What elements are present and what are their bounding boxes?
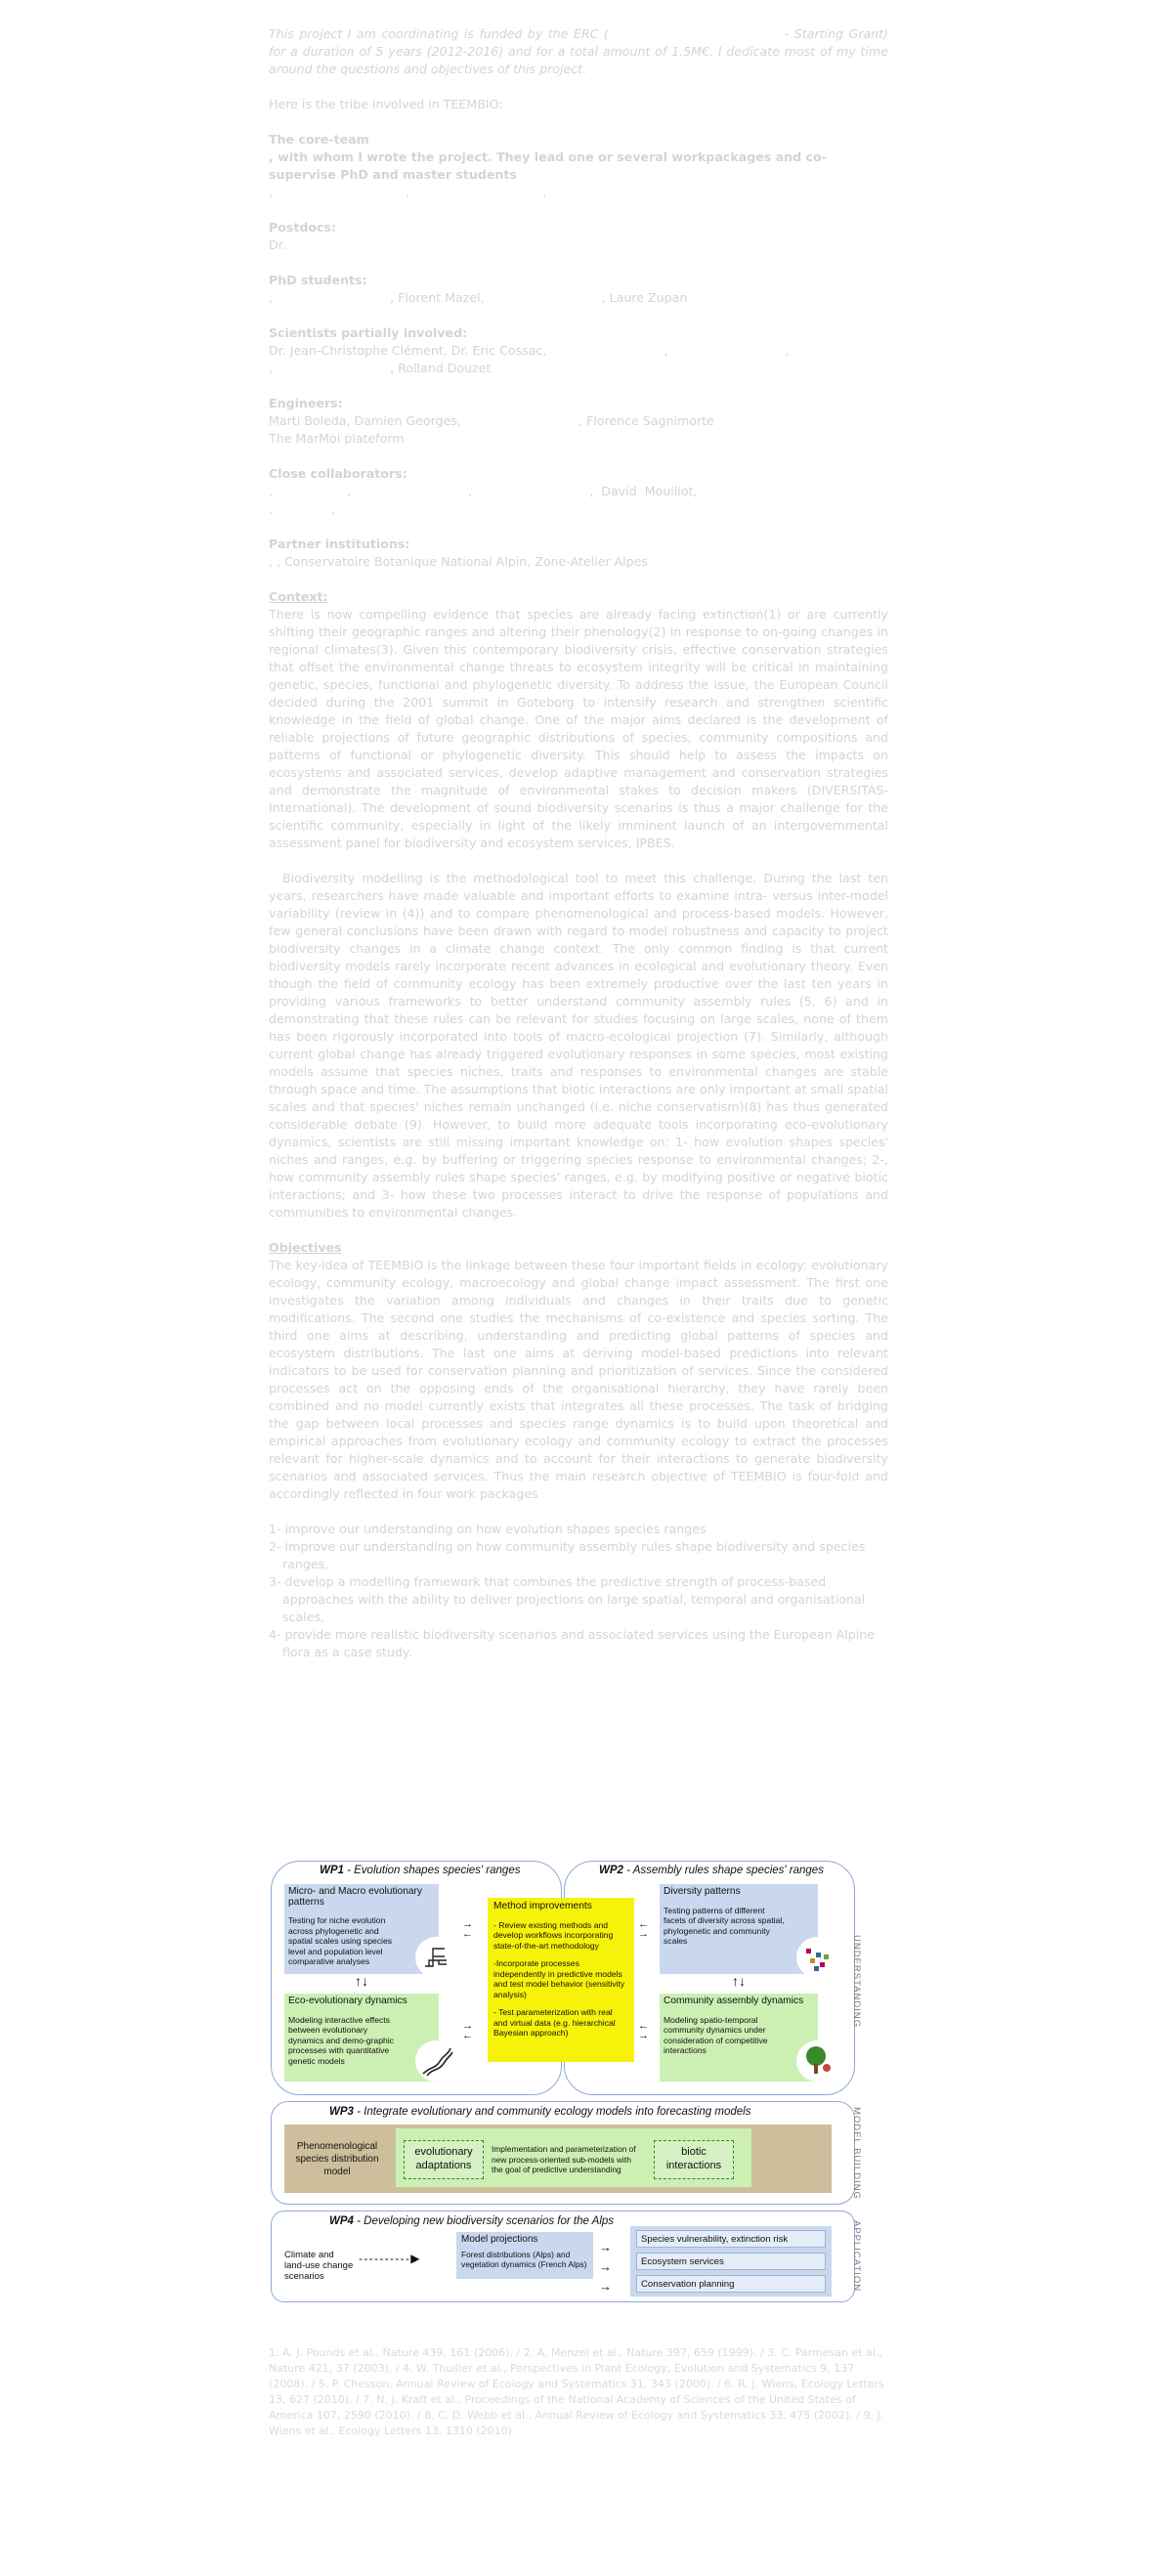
collaborators-names: , , , , David Mouillot, [269, 484, 698, 498]
diversity-patterns-box [660, 1884, 818, 1974]
scientists-names-2: , , Rolland Douzet [269, 361, 492, 375]
core-team-names: , , , [269, 185, 547, 199]
context-paragraph-2: Biodiversity modelling is the methodological tool to meet this challenge. During the last ten years, researchers have made valuable and important efforts to examine intra- versus inter-model variability (review in (4)) and to compare phenomenological and process-based models. However, few general conclusions have been drawn with regard to model robustness and capacity to project biodiversity changes in a climate change context. The only common finding is that current biodiversity models rarely incorporate recent advances in ecological and evolutionary theory. Even though the field of community ecology has been extremely productive over the last ten years in providing various frameworks to better understand community assembly rules (5, 6) and in demonstrating that these rules can be relevant for studies focusing on large scales, none of them has been rigorously incorporated into tools of macro-ecological projection (7). Similarly, although current global change has already triggered evolutionary responses in some species, most existing models assume that species niches, traits and responses to environmental changes are stable through space and time. The assumptions that biotic interactions are only important at small spatial scales and that species' niches remain unchanged (i.e. niche conservatism)(8) has thus generated considerable debate (9). However, to build more adequate tools incorporating eco-evolutionary dynamics, scientists are still missing important knowledge on: 1- how evolution shapes species' niches and ranges, e.g. by buffering or triggering species response to environmental changes; 2-, how community assembly rules shape species' ranges, e.g. by modifying positive or negative biotic interactions; and 3- how these two processes interact to drive the response of populations and communities to environmental changes. [269, 871, 888, 1220]
objective-item: 3- develop a modelling framework that combines the predictive strength of process-based approaches with the ability to deliver projections on large spatial, temporal and organisational scales, [269, 1574, 866, 1624]
wp1-title-text: - Evolution shapes species' ranges [343, 1865, 521, 1876]
postdocs-heading: Postdocs: [269, 220, 337, 235]
output-item: Conservation planning [636, 2275, 826, 2293]
method-title: Method improvements [493, 1901, 592, 1911]
diversity-grid-icon [796, 1937, 837, 1978]
diversity-text: Testing patterns of different facets of diversity across spatial, phylogenetic and community scales [664, 1905, 785, 1946]
arrows-left-icon-2: → ← [462, 2020, 473, 2041]
dna-helix-icon [415, 2040, 456, 2082]
model-projections-box [456, 2232, 593, 2279]
phd-heading: PhD students: [269, 273, 367, 287]
scientists-names: Dr. Jean-Christophe Clément, Dr. Eric Cossac, , , [269, 343, 790, 358]
micro-macro-title: Micro- and Macro evolutionary patterns [288, 1886, 423, 1908]
engineers-heading: Engineers: [269, 396, 343, 410]
collaborators-names-2: , , [269, 501, 336, 516]
tree-icon [796, 2040, 837, 2082]
micro-macro-text: Testing for niche evolution across phylogenetic and spatial scales using species level and population level comparative analyses [288, 1915, 393, 1966]
projections-title: Model projections [461, 2234, 538, 2245]
core-team-desc: , with whom I wrote the project. They lead one or several workpackages and co-supervise PhD and master students [269, 150, 827, 182]
wp4-title [329, 2215, 614, 2227]
evolutionary-adaptations-box: evolutionary adaptations [404, 2140, 484, 2179]
biotic-interactions-box: biotic interactions [654, 2140, 734, 2179]
collaborators-heading: Close collaborators: [269, 466, 407, 481]
eco-evo-text: Modeling interactive effects between evolutionary dynamics and demo-graphic processes with quantitative genetic models [288, 2014, 394, 2066]
community-text: Modeling spatio-temporal community dynamics under consideration of competitive interactions [664, 2014, 768, 2055]
wp1-title [320, 1865, 520, 1876]
side-label-model-building: MODEL BUILDING [851, 2107, 862, 2200]
phenomenological-model-label: Phenomenological species distribution model [295, 2141, 379, 2177]
output-arrows-icon: → → → [599, 2240, 612, 2294]
projections-text: Forest distributions (Alps) and vegetation dynamics (French Alps) [461, 2249, 587, 2269]
objective-item: 4- provide more realistic biodiversity scenarios and associated services using the European Alpine flora as a case study. [269, 1627, 875, 1659]
dashed-arrow-icon: - - - - - - - - - - ▶ [359, 2252, 419, 2265]
objectives-paragraph: The key-idea of TEEMBIO is the linkage between these four important fields in ecology: evolutionary ecology, community ecology, macroecology and global change impact assessment. The first one investigates the variation among individuals and changes in their traits due to genetic modifications. The second one studies the mechanisms of co-existence and species sorting. The third one aims at describing, understanding and predicting global patterns of species and ecosystem distributions. The last one aims at deriving model-based predictions into relevant indicators to be used for conservation planning and prioritization of services. Since the considered processes act on the opposing ends of the organisational hierarchy, they have rarely been combined and no model currently exists that integrates all these processes. The task of bridging the gap between local processes and species range dynamics is to build upon theoretical and empirical approaches from evolutionary ecology and community ecology to extract the processes relevant for higher-scale dynamics and to account for their interactions to generate biodiversity scenarios and associated services. Thus the main research objective of TEEMBIO is four-fold and accordingly reflected in four work packages [269, 1258, 888, 1501]
method-improvements-box [488, 1898, 634, 2062]
method-item: - Review existing methods and develop workflows incorporating state-of-the-art methodology [493, 1919, 614, 1951]
output-item: Species vulnerability, extinction risk [636, 2230, 826, 2248]
phd-names: , , Florent Mazel, , Laure Zupan [269, 290, 688, 305]
engineers-names: Marti Boleda, Damien Georges, , Florence Sagnimorte [269, 413, 714, 428]
method-item: -Incorporate processes independently in predictive models and test model behavior (sensitivity analysis) [493, 1958, 625, 1999]
partner-names: , , Conservatoire Botanique National Alpin, Zone-Atelier Alpes [269, 554, 648, 569]
arrows-right-icon: ← → [638, 1918, 649, 1940]
wp2-id: WP2 [599, 1865, 623, 1876]
side-label-understanding: UNDERSTANDING [851, 1935, 862, 2029]
arrows-left-icon: → ← [462, 1918, 473, 1940]
references: 1. A. J. Pounds et al., Nature 439, 161 (2006). / 2. A. Menzel et al., Nature 397, 659 (1999). / 3. C. Parmesan et al., Nature 421, 37 (2003). / 4. W. Thuiller et al., Perspectives in Plant Ecology, Evolution and Systematics 9, 137 (2008). / 5. P. Chesson, Annual Review of Ecology and Systematics 31, 343 (2000). / 6. R. J. Wiens, Ecology Letters 13, 627 (2010). / 7. N. J. Kraft et al., Proceedings of the National Academy of Sciences of the United States of America 107, 2590 (2010). / 8. C. D. Webb et al., Annual Review of Ecology and Systematics 33, 475 (2002). / 9. J. Wiens et al., Ecology Letters 13, 1310 (2010) [269, 2346, 884, 2437]
scientists-heading: Scientists partially involved: [269, 325, 468, 340]
updown-arrow-icon-2: ↑↓ [732, 1973, 746, 1989]
objectives-list [269, 1521, 888, 1661]
wp2-title [599, 1865, 824, 1876]
context-heading: Context: [269, 589, 328, 604]
community-title: Community assembly dynamics [664, 1996, 804, 2006]
partner-heading: Partner institutions: [269, 537, 410, 551]
arrows-right-icon-2: ← → [638, 2020, 649, 2041]
wp3-title [329, 2106, 750, 2118]
funding-paragraph [269, 25, 888, 78]
funding-text-tail: - Starting Grant) for a duration of 5 years (2012-2016) and for a total amount of 1.5M€. I dedicate most of my time around the questions and objectives of this project. [269, 26, 888, 76]
page-content [269, 25, 888, 1661]
climate-scenarios-label: Climate and land-use change scenarios [284, 2250, 354, 2282]
diversity-title: Diversity patterns [664, 1886, 741, 1897]
engineers-platform: The MarMol plateform [269, 431, 405, 446]
objective-item: 2- improve our understanding on how community assembly rules shape biodiversity and species ranges, [269, 1539, 866, 1571]
updown-arrow-icon: ↑↓ [355, 1973, 368, 1989]
wp4-id: WP4 [329, 2215, 354, 2227]
community-assembly-box [660, 1994, 818, 2082]
context-paragraph-1: There is now compelling evidence that species are already facing extinction(1) or are currently shifting their geographic ranges and altering their phenology(2) in response to on-going changes in regional climates(3). Given this contemporary biodiversity crisis, effective conservation strategies that offset the environmental change threats to ecosystem integrity will be critical in maintaining genetic, species, functional and phylogenetic diversity. To address the issue, the European Council decided during the 2001 summit in Goteborg to intensify research and strengthen scientific knowledge in the field of global change. One of the major aims declared is the development of reliable projections of future geographic distributions of species, community compositions and patterns of functional or phylogenetic diversity. This should help to assess the impacts on ecosystems and associated services, develop adaptive management and conservation strategies and demonstrate the magnitude of environmental stakes to decision makers (DIVERSITAS-International). The development of sound biodiversity scenarios is thus a major challenge for the scientific community, especially in light of the likely imminent launch of an intergovernmental assessment panel for biodiversity and ecosystem services, IPBES. [269, 607, 888, 850]
wp2-title-text: - Assembly rules shape species' ranges [622, 1865, 824, 1876]
teembio-workpackage-diagram [269, 1857, 867, 2306]
wp3-title-text: - Integrate evolutionary and community ecology models into forecasting models [353, 2106, 751, 2118]
tribe-line: Here is the tribe involved in TEEMBIO: [269, 97, 503, 111]
method-item: - Test parameterization with real and virtual data (e.g. hierarchical Bayesian approach) [493, 2007, 616, 2038]
objective-item: 1- improve our understanding on how evolution shapes species ranges [269, 1522, 707, 1536]
phylogeny-tree-icon [415, 1937, 456, 1978]
wp3-id: WP3 [329, 2106, 354, 2118]
implementation-text: Implementation and parameterization of new process-oriented sub-models with the goal of predictive understanding [492, 2144, 636, 2174]
side-label-application: APPLICATION [851, 2220, 862, 2293]
core-team-heading: The core-team [269, 132, 369, 147]
output-item: Ecosystem services [636, 2253, 826, 2270]
postdocs-names: Dr. [269, 237, 286, 252]
eco-evo-title: Eco-evolutionary dynamics [288, 1996, 407, 2006]
wp1-id: WP1 [320, 1865, 344, 1876]
funding-text: This project I am coordinating is funded by the ERC ( [269, 26, 609, 41]
objectives-heading: Objectives [269, 1240, 342, 1255]
wp4-title-text: - Developing new biodiversity scenarios for the Alps [353, 2215, 615, 2227]
